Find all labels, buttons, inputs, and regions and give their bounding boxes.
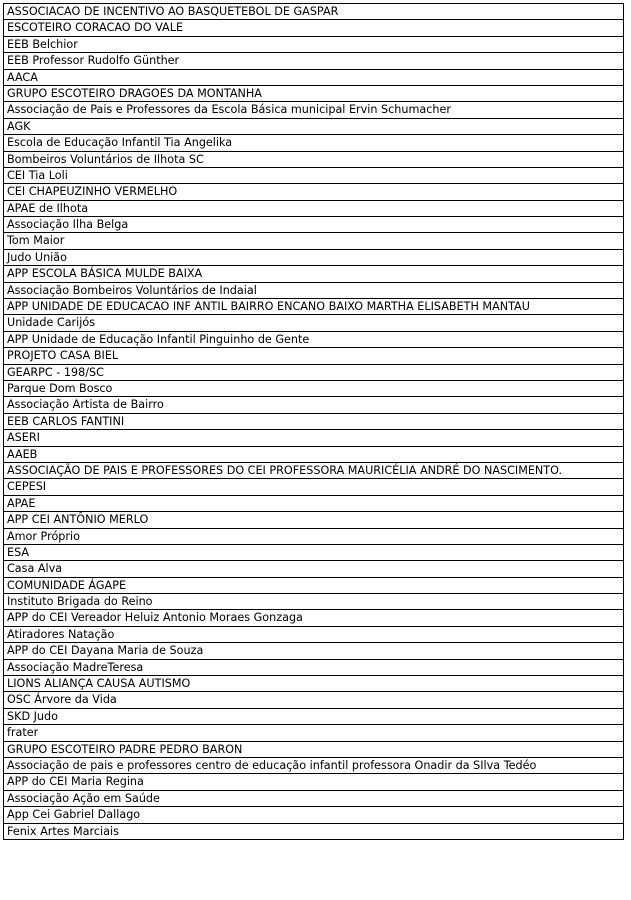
table-row: CEI CHAPEUZINHO VERMELHO (4, 184, 623, 200)
table-row: OSC Árvore da Vida (4, 692, 623, 708)
table-row: App Cei Gabriel Dallago (4, 807, 623, 823)
table-row: Associação Ação em Saúde (4, 791, 623, 807)
table-row: Amor Próprio (4, 529, 623, 545)
table-row: APP do CEI Vereador Heluiz Antonio Moraes Gonzaga (4, 610, 623, 626)
table-row: Atiradores Natação (4, 627, 623, 643)
table-row: Associação de Pais e Professores da Escola Básica municipal Ervin Schumacher (4, 102, 623, 118)
table-row: Parque Dom Bosco (4, 381, 623, 397)
table-row: GRUPO ESCOTEIRO DRAGOES DA MONTANHA (4, 86, 623, 102)
table-row: AAEB (4, 447, 623, 463)
table-row: Associação Artista de Bairro (4, 397, 623, 413)
table-row: APAE de Ilhota (4, 201, 623, 217)
table-row: ASSOCIAÇÃO DE PAIS E PROFESSORES DO CEI PROFESSORA MAURICÉLIA ANDRÉ DO NASCIMENTO. (4, 463, 623, 479)
table-row: CEI Tia Loli (4, 168, 623, 184)
table-row: Instituto Brigada do Reino (4, 594, 623, 610)
table-row: PROJETO CASA BIEL (4, 348, 623, 364)
table-row: APP CEI ANTÔNIO MERLO (4, 512, 623, 528)
table-row: frater (4, 725, 623, 741)
table-row: CEPESI (4, 479, 623, 495)
organization-table (3, 3, 624, 840)
table-row: Bombeiros Voluntários de Ilhota SC (4, 152, 623, 168)
table-row: AGK (4, 119, 623, 135)
table-row: APP Unidade de Educação Infantil Pinguinho de Gente (4, 332, 623, 348)
table-row: Tom Maior (4, 233, 623, 249)
table-row: Associação de pais e professores centro de educação infantil professora Onadir da SIlva Tedéo (4, 758, 623, 774)
table-row: COMUNIDADE ÁGAPE (4, 578, 623, 594)
table-row: Unidade Carijós (4, 315, 623, 331)
table-row: APAE (4, 496, 623, 512)
table-row: Fenix Artes Marciais (4, 824, 623, 840)
table-row: EEB Belchior (4, 37, 623, 53)
table-row: Associação Ilha Belga (4, 217, 623, 233)
table-row: ASERI (4, 430, 623, 446)
table-row: APP ESCOLA BÁSICA MULDE BAIXA (4, 266, 623, 282)
table-row: ESCOTEIRO CORACAO DO VALE (4, 20, 623, 36)
table-row: Associação Bombeiros Voluntários de Indaial (4, 283, 623, 299)
table-row: ASSOCIACAO DE INCENTIVO AO BASQUETEBOL DE GASPAR (4, 4, 623, 20)
table-row: EEB Professor Rudolfo Günther (4, 53, 623, 69)
table-row: AACA (4, 70, 623, 86)
table-row: APP UNIDADE DE EDUCACAO INF ANTIL BAIRRO ENCANO BAIXO MARTHA ELISABETH MANTAU (4, 299, 623, 315)
table-row: Judo União (4, 250, 623, 266)
table-row: Casa Alva (4, 561, 623, 577)
table-row: GEARPC - 198/SC (4, 365, 623, 381)
table-row: LIONS ALIANÇA CAUSA AUTISMO (4, 676, 623, 692)
table-row: APP do CEI Dayana Maria de Souza (4, 643, 623, 659)
table-row: Associação MadreTeresa (4, 660, 623, 676)
table-row: APP do CEI Maria Regina (4, 774, 623, 790)
table-row: GRUPO ESCOTEIRO PADRE PEDRO BARON (4, 742, 623, 758)
table-row: ESA (4, 545, 623, 561)
table-row: SKD Judo (4, 709, 623, 725)
table-row: Escola de Educação Infantil Tia Angelika (4, 135, 623, 151)
table-row: EEB CARLOS FANTINI (4, 414, 623, 430)
